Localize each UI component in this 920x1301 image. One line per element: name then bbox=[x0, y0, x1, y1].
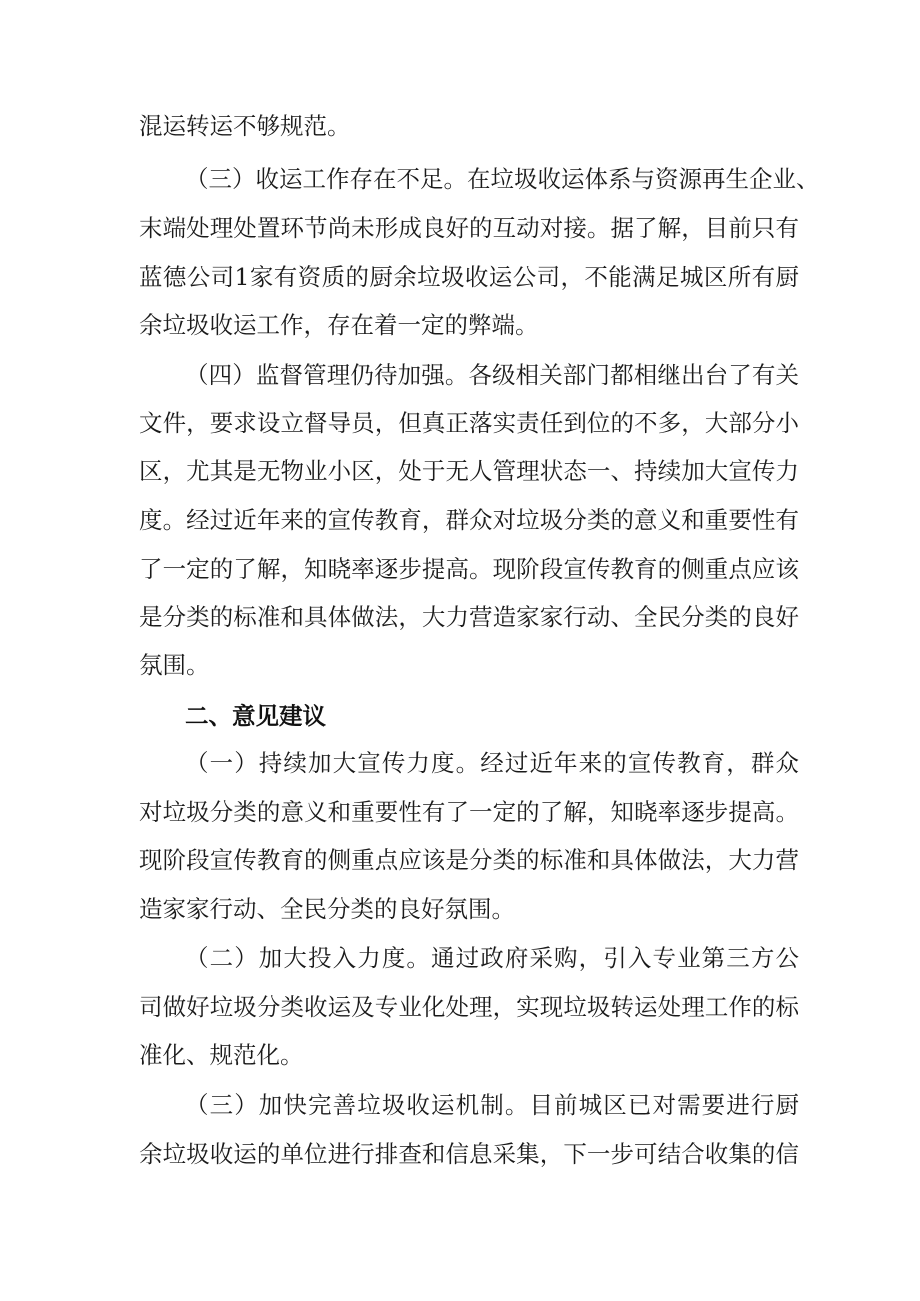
paragraph-line: 蓝德公司1家有资质的厨余垃圾收运公司，不能满足城区所有厨 bbox=[139, 263, 799, 291]
paragraph-line: 末端处理处置环节尚未形成良好的互动对接。据了解，目前只有 bbox=[139, 214, 799, 242]
paragraph-line: 是分类的标准和具体做法，大力营造家家行动、全民分类的良好 bbox=[139, 603, 799, 631]
paragraph-line: 氛围。 bbox=[139, 651, 210, 679]
section-heading: 二、意见建议 bbox=[185, 702, 326, 730]
paragraph-line: 度。经过近年来的宣传教育，群众对垃圾分类的意义和重要性有 bbox=[139, 506, 799, 534]
paragraph-line: 混运转运不够规范。 bbox=[139, 112, 351, 140]
paragraph-line: 余垃圾收运工作，存在着一定的弊端。 bbox=[139, 311, 539, 339]
paragraph-line: 了一定的了解，知晓率逐步提高。现阶段宣传教育的侧重点应该 bbox=[139, 555, 799, 583]
paragraph-line: （一）持续加大宣传力度。经过近年来的宣传教育，群众 bbox=[185, 749, 799, 777]
paragraph-line: 区，尤其是无物业小区，处于无人管理状态一、持续加大宣传力 bbox=[139, 457, 799, 485]
paragraph-line: 准化、规范化。 bbox=[139, 1041, 304, 1069]
paragraph-line: （三）加快完善垃圾收运机制。目前城区已对需要进行厨 bbox=[185, 1091, 799, 1119]
paragraph-line: 余垃圾收运的单位进行排查和信息采集，下一步可结合收集的信 bbox=[139, 1140, 799, 1168]
paragraph-line: 对垃圾分类的意义和重要性有了一定的了解，知晓率逐步提高。 bbox=[139, 798, 799, 826]
paragraph-line: （二）加大投入力度。通过政府采购，引入专业第三方公 bbox=[185, 944, 799, 972]
paragraph-line: 司做好垃圾分类收运及专业化处理，实现垃圾转运处理工作的标 bbox=[139, 993, 799, 1021]
paragraph-line: （三）收运工作存在不足。在垃圾收运体系与资源再生企业、 bbox=[185, 165, 820, 193]
paragraph-line: 造家家行动、全民分类的良好氛围。 bbox=[139, 895, 515, 923]
paragraph-line: 现阶段宣传教育的侧重点应该是分类的标准和具体做法，大力营 bbox=[139, 846, 799, 874]
paragraph-line: 文件，要求设立督导员，但真正落实责任到位的不多，大部分小 bbox=[139, 409, 799, 437]
paragraph-line: （四）监督管理仍待加强。各级相关部门都相继出台了有关 bbox=[185, 361, 799, 389]
